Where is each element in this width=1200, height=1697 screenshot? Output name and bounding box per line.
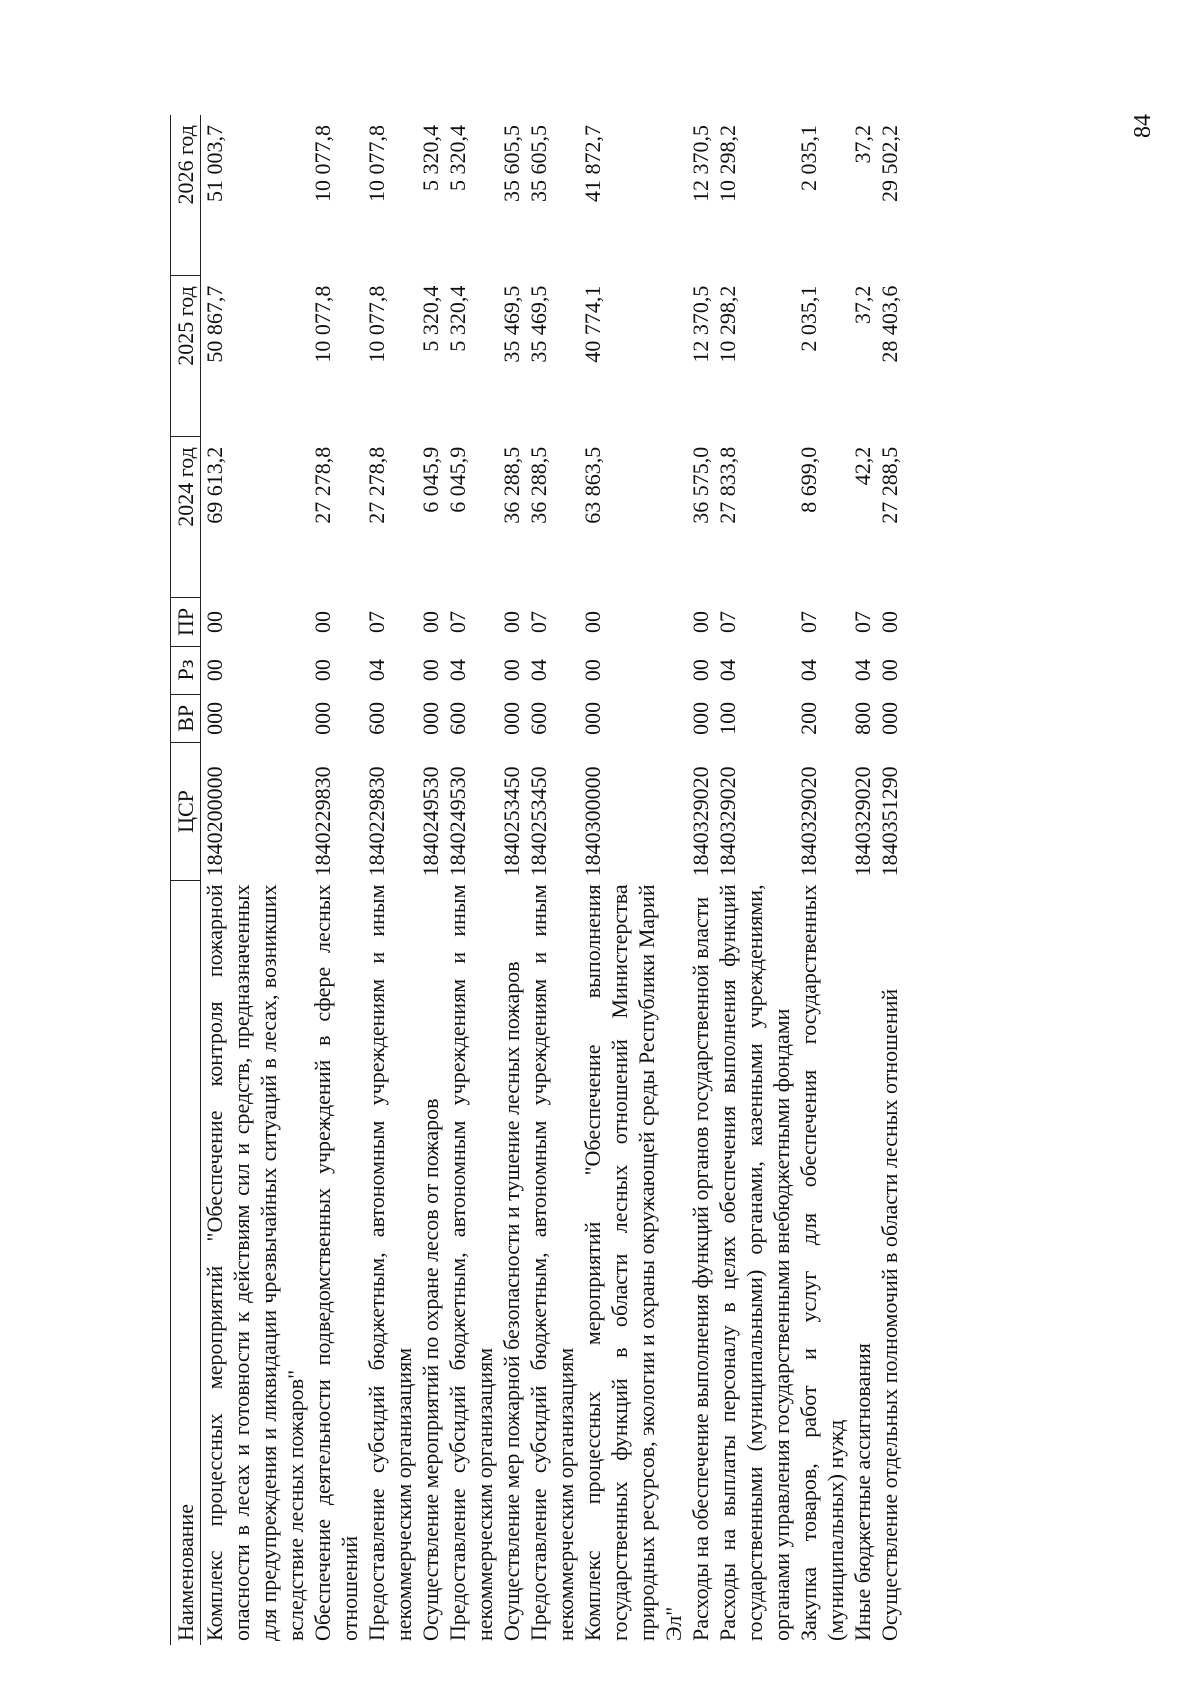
row-2025: 37,2 — [850, 285, 875, 325]
row-pr: 07 — [364, 610, 389, 633]
row-2025: 2 035,1 — [796, 285, 821, 352]
row-rz: 00 — [202, 659, 227, 682]
row-rz: 04 — [526, 659, 551, 682]
row-name: Закупка товаров, работ и услуг для обеспечения государственных (муниципальных) нужд — [796, 884, 848, 1641]
row-2026: 5 320,4 — [418, 125, 443, 191]
row-2026: 10 077,8 — [310, 125, 335, 202]
row-vr: 000 — [499, 701, 524, 735]
row-name: Иные бюджетные ассигнования — [850, 1343, 875, 1641]
table-row — [444, 115, 498, 1645]
table-row — [363, 115, 417, 1645]
row-2024: 36 288,5 — [499, 446, 524, 524]
table-header-row — [171, 115, 201, 1645]
row-csr: 1840229830 — [310, 766, 335, 877]
row-2025: 50 867,7 — [202, 285, 227, 363]
row-vr: 200 — [796, 701, 821, 735]
row-2025: 10 298,2 — [715, 285, 740, 363]
row-2026: 41 872,7 — [580, 125, 605, 202]
row-2026: 51 003,7 — [202, 125, 227, 202]
header-name: Наименование — [171, 880, 201, 1645]
row-vr: 000 — [580, 701, 605, 735]
row-name: Осуществление мер пожарной безопасности и тушение лесных пожаров — [499, 961, 524, 1641]
row-csr: 1840329020 — [715, 766, 740, 877]
row-2026: 29 502,2 — [877, 125, 902, 202]
row-2025: 5 320,4 — [418, 285, 443, 352]
row-2026: 37,2 — [850, 125, 875, 164]
row-rz: 00 — [310, 659, 335, 682]
row-pr: 07 — [445, 610, 470, 633]
row-pr: 00 — [877, 610, 902, 633]
table-row — [795, 115, 849, 1645]
row-pr: 07 — [796, 610, 821, 633]
row-csr: 1840249530 — [445, 766, 470, 877]
row-2026: 10 077,8 — [364, 125, 389, 202]
row-2025: 10 077,8 — [364, 285, 389, 363]
row-name: Расходы на обеспечение выполнения функций органов государственной власти — [688, 896, 713, 1641]
header-vr: ВР — [171, 694, 201, 743]
row-csr: 1840351290 — [877, 766, 902, 877]
table-row — [579, 115, 687, 1645]
table-row — [876, 115, 903, 1645]
table-row — [525, 115, 579, 1645]
row-csr: 1840249530 — [418, 766, 443, 877]
row-csr: 1840300000 — [580, 766, 605, 877]
row-2025: 10 077,8 — [310, 285, 335, 363]
row-vr: 000 — [418, 701, 443, 735]
row-pr: 00 — [688, 610, 713, 633]
row-rz: 04 — [796, 659, 821, 682]
row-name: Обеспечение деятельности подведомственных учреждений в сфере лесных отношений — [310, 884, 362, 1641]
row-2025: 40 774,1 — [580, 285, 605, 363]
row-csr: 1840253450 — [499, 766, 524, 877]
header-2026: 2026 год — [171, 115, 201, 276]
table-row — [309, 115, 363, 1645]
row-pr: 07 — [850, 610, 875, 633]
header-2024: 2024 год — [171, 437, 201, 598]
table-row — [714, 115, 795, 1645]
row-pr: 07 — [526, 610, 551, 633]
row-name: Комплекс процессных мероприятий "Обеспечение выполнения государственных функций в области лесных отношений Министерства природных ресурсов, экологии и охраны окружающей среды Республики Марий Эл" — [580, 884, 686, 1641]
row-pr: 00 — [580, 610, 605, 633]
row-2024: 27 833,8 — [715, 446, 740, 524]
row-2024: 27 278,8 — [310, 446, 335, 524]
row-2024: 42,2 — [850, 446, 875, 486]
row-2024: 27 278,8 — [364, 446, 389, 524]
row-pr: 00 — [499, 610, 524, 633]
budget-table — [170, 115, 903, 1645]
row-csr: 1840200000 — [202, 766, 227, 877]
row-vr: 000 — [202, 701, 227, 735]
row-rz: 04 — [445, 659, 470, 682]
row-name: Расходы на выплаты персоналу в целях обеспечения выполнения функций государственными (муниципальными) органами, казенными учреждениями, органами управления государственными внебюджетными фондами — [715, 884, 794, 1641]
table-row — [687, 115, 714, 1645]
row-2026: 12 370,5 — [688, 125, 713, 202]
row-name: Предоставление субсидий бюджетным, автономным учреждениям и иным некоммерческим организациям — [445, 884, 497, 1641]
row-rz: 00 — [418, 659, 443, 682]
row-csr: 1840229830 — [364, 766, 389, 877]
row-2025: 35 469,5 — [526, 285, 551, 363]
row-vr: 600 — [364, 701, 389, 735]
table-row — [498, 115, 525, 1645]
row-2024: 8 699,0 — [796, 446, 821, 513]
row-vr: 600 — [445, 701, 470, 735]
row-csr: 1840329020 — [688, 766, 713, 877]
page-number: 84 — [1130, 114, 1156, 138]
header-2025: 2025 год — [171, 276, 201, 437]
row-name: Осуществление мероприятий по охране лесов от пожаров — [418, 1098, 443, 1641]
row-rz: 00 — [688, 659, 713, 682]
row-2025: 35 469,5 — [499, 285, 524, 363]
row-rz: 04 — [715, 659, 740, 682]
row-2024: 69 613,2 — [202, 446, 227, 524]
row-vr: 000 — [310, 701, 335, 735]
row-2024: 27 288,5 — [877, 446, 902, 524]
table-row — [417, 115, 444, 1645]
row-vr: 600 — [526, 701, 551, 735]
row-name: Предоставление субсидий бюджетным, автономным учреждениям и иным некоммерческим организациям — [526, 884, 578, 1641]
row-pr: 00 — [202, 610, 227, 633]
table-row — [849, 115, 876, 1645]
row-rz: 04 — [850, 659, 875, 682]
row-2026: 5 320,4 — [445, 125, 470, 191]
row-rz: 00 — [877, 659, 902, 682]
row-rz: 04 — [364, 659, 389, 682]
budget-table-sheet — [170, 75, 1000, 1645]
row-2026: 35 605,5 — [499, 125, 524, 202]
row-pr: 07 — [715, 610, 740, 633]
row-2024: 36 288,5 — [526, 446, 551, 524]
row-csr: 1840329020 — [850, 766, 875, 877]
header-pr: ПР — [171, 598, 201, 646]
row-rz: 00 — [580, 659, 605, 682]
row-pr: 00 — [310, 610, 335, 633]
row-2024: 6 045,9 — [418, 446, 443, 513]
row-2025: 12 370,5 — [688, 285, 713, 363]
row-2025: 5 320,4 — [445, 285, 470, 352]
row-name: Осуществление отдельных полномочий в области лесных отношений — [877, 988, 902, 1641]
row-2026: 10 298,2 — [715, 125, 740, 202]
row-2026: 35 605,5 — [526, 125, 551, 202]
row-csr: 1840329020 — [796, 766, 821, 877]
row-vr: 000 — [877, 701, 902, 735]
row-2024: 36 575,0 — [688, 446, 713, 524]
row-2024: 63 863,5 — [580, 446, 605, 524]
row-2024: 6 045,9 — [445, 446, 470, 513]
row-vr: 800 — [850, 701, 875, 735]
row-pr: 00 — [418, 610, 443, 633]
row-vr: 000 — [688, 701, 713, 735]
row-name: Предоставление субсидий бюджетным, автономным учреждениям и иным некоммерческим организациям — [364, 884, 416, 1641]
header-csr: ЦСР — [171, 743, 201, 881]
row-csr: 1840253450 — [526, 766, 551, 877]
row-rz: 00 — [499, 659, 524, 682]
header-rz: Рз — [171, 646, 201, 694]
row-vr: 100 — [715, 701, 740, 735]
row-2025: 28 403,6 — [877, 285, 902, 363]
table-row — [201, 115, 310, 1645]
row-2026: 2 035,1 — [796, 125, 821, 191]
row-name: Комплекс процессных мероприятий "Обеспечение контроля пожарной опасности в лесах и готовности к действиям сил и средств, предназначенных для предупреждения и ликвидации чрезвычайных ситуаций в лесах, возникших вследствие лесных пожаров" — [202, 884, 308, 1641]
